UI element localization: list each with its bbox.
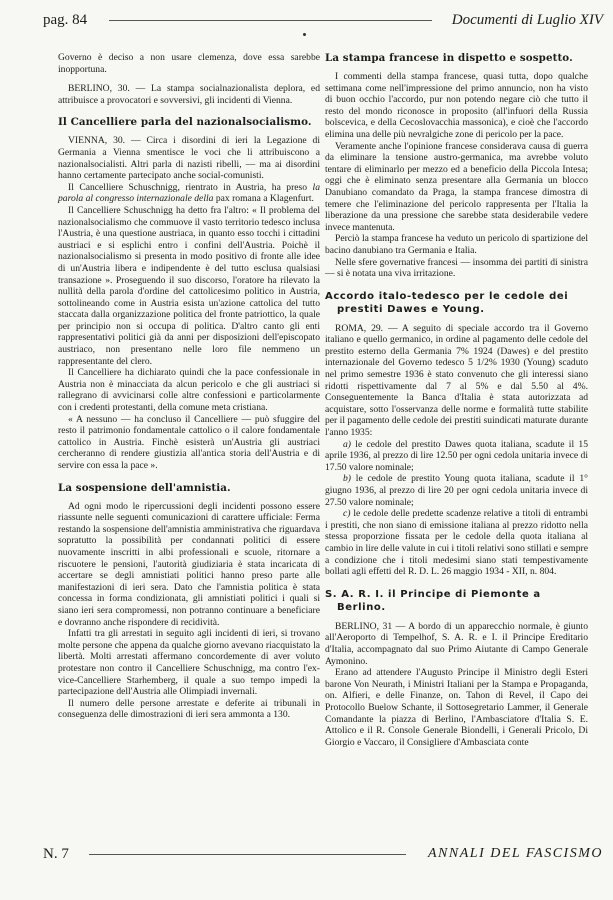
page-header: [43, 10, 603, 30]
text-run: Il Cancelliere Schuschnigg, rientrato in Austria, ha preso: [68, 181, 313, 193]
page-footer: [43, 844, 603, 864]
section-heading: Accordo italo-tedesco per le cedole dei prestiti Dawes e Young.: [325, 290, 569, 315]
text-run: le cedole de prestito Young quota italiana, scadute il 1° giugno 1936, al prezzo di lire 20 per ogni cedola unitaria invece di 27.50 valore nominale;: [325, 473, 588, 508]
list-marker: b): [343, 473, 351, 485]
list-item: [325, 439, 588, 474]
right-column: [325, 52, 588, 748]
paragraph: Governo è deciso a non usare clemenza, dove essa sarebbe inopportuna.: [58, 52, 320, 75]
ink-speck: [303, 33, 306, 36]
running-title: Documenti di Luglio XIV: [451, 11, 603, 28]
paragraph: [58, 182, 320, 205]
header-rule: [109, 20, 432, 21]
paragraph: Il Cancelliere Schuschnigg ha detto fra l'altro: « Il problema del nazionalsocialismo che commuove il vasto territorio tedesco inclusa l'Austria, è una questione austriaca, in quanto esso tocchi i cittadini austriaci e si esplichi entro i confini dell'Austria. Poichè il nazionalsocialismo si presenta in modo positivo di fronte alle idee di un'Austria libera e indipendente è del tutto esclusa qualsiasi transazione ». Proseguendo il suo discorso, l'oratore ha rilevato la nullità della parola d'ordine del cattolicesimo politico in Austria, sottolineando come in Austria esista un'azione cattolica del tutto staccata dalla organizzazione politica del fronte patriottico, la quale per principio non si occupa di politica. D'altro canto gli enti rappresentativi politici già da anni per disposizioni dell'episcopato austriaco, non presentano nelle loro file nemmeno un rappresentante del clero.: [58, 204, 320, 367]
section-heading: S. A. R. I. il Principe di Piemonte a Berlino.: [325, 588, 541, 613]
paragraph: Infatti tra gli arrestati in seguito agli incidenti di ieri, si trovano molte persone che appena da qualche giorno avevano riacquistato la libertà. Molti arrestati affermano concordemente di aver voluto protestare non contro il Cancelliere Schuschnigg, ma contro l'ex-vice-Cancelliere Starhemberg, il quale a suo tempo impedì la partecipazione dell'Austria alle Olimpiadi invernali.: [58, 628, 320, 698]
text-run: le cedole delle predette scadenze relative a titoli di entrambi i prestiti, che non siano di emissione italiana al prezzo ridotto nella stessa proporzione fissata per le cedole della quota italiana al cambio in lire delle valute in cui i titoli relativi sono stillati e sempre a condizione che i titoli medesimi siano stati tempestivamente bollati agli effetti del R. D. L. 26 maggio 1934 - XII, n. 804.: [325, 508, 588, 578]
paragraph: Il numero delle persone arrestate e deferite ai tribunali in conseguenza delle dimostrazioni di ieri sera ammonta a 130.: [58, 697, 320, 721]
paragraph: I commenti della stampa francese, quasi tutta, dopo qualche settimana come nell'impressione del primo annuncio, non ha visto di buon occhio l'accordo, pur non potendo negare ciò che tutto il resto del mondo riconosce in proposito (all'infuori della Russia bolscevica, e della Cecoslovacchia massonica), e cioè che l'accordo elimina una delle più nevralgiche zone di pericolo per la pace.: [325, 71, 588, 140]
paragraph: Ad ogni modo le ripercussioni degli incidenti possono essere riassunte nelle seguenti comunicazioni di carattere ufficiale: Ferma restando la sospensione dell'amnistia amministrativa che riguardava sopratutto la possibilità per condannati politici di essere nuovamente inscritti in albi professionali e scuole, ritornare a riscuotere le pensioni, l'autorità giudiziaria è stata incaricata di accertare se degli amnistiati politici hanno preso parte alle manifestazioni di ieri sera. Dato che l'amnistia politica è stata concessa in forma condizionata, gli amnistiati politici i quali si siano ieri sera compromessi, non potranno continuare a beneficiare e dovranno anche rispondere di recidività.: [58, 500, 320, 628]
section-heading: Il Cancelliere parla del nazionalsocialismo.: [58, 116, 312, 129]
text-run: pax romana a Klagenfurt.: [213, 193, 314, 205]
paragraph: Erano ad attendere l'Augusto Principe il Ministro degli Esteri barone Von Neurath, i Ministri Italiani per la Stampa e Propaganda, on. Alfieri, e delle Finanze, on. Tahon di Revel, il Capo dei Protocollo Buelow Schante, il Sottosegretario Lammer, il Generale Comandante la piazza di Berlino, l'Ambasciatore d'Italia S. E. Attolico e il R. Console Generale Biondelli, i Generali Pricolo, Di Giorgio e Vaccaro, il Consigliere d'Ambasciata conte: [325, 667, 588, 748]
section-heading: La sospensione dell'amnistia.: [58, 481, 231, 494]
text-run: le cedole del prestito Dawes quota italiana, scadute il 15 aprile 1936, al prezzo di lire 12.50 per ogni cedola unitaria invece di 17.50 valore nominale;: [325, 438, 588, 473]
left-column: [58, 52, 320, 721]
list-item: [325, 508, 588, 578]
paragraph: BERLINO, 31 — A bordo di un apparecchio normale, è giunto all'Aeroporto di Tempelhof, S. A. R. e I. il Principe Ereditario d'Italia, accompagnato dal suo Primo Aiutante di Campo Generale Aymonino.: [325, 620, 588, 667]
page-number: pag. 84: [43, 11, 88, 28]
list-marker: a): [343, 438, 351, 450]
section-heading: La stampa francese in dispetto e sospetto.: [325, 52, 573, 64]
paragraph: BERLINO, 30. — La stampa socialnazionalista deplora, ed attribuisce a provocatori e sovversivi, gli incidenti di Vienna.: [58, 83, 320, 106]
paragraph: « A nessuno — ha concluso il Cancelliere — può sfuggire del resto il patrimonio fondamentale cattolico o il calore fondamentale cattolico in Austria. Finchè esisterà un'Austria gli austriaci cercheranno di rendere giustizia all'antica storia dell'Austria e di servire con essa la pace ».: [58, 413, 320, 471]
paragraph: Il Cancelliere ha dichiarato quindi che la pace confessionale in Austria non è minacciata da alcun pericolo e che gli austriaci si rallegrano di avvicinarsi colle altre confessioni e particolarmente con i credenti protestanti, della comune meta cristiana.: [58, 367, 320, 414]
paragraph: VIENNA, 30. — Circa i disordini di ieri la Legazione di Germania a Vienna smentisce le voci che li attribuiscono a nazionalsocialisti. Altri parla di nazisti ribelli, — ma ai disordini hanno certamente partecipato anche social-comunisti.: [58, 135, 320, 182]
issue-number: N. 7: [43, 845, 69, 862]
paragraph: Veramente anche l'opinione francese considerava causa di guerra da eliminare la tensione austro-germanica, ma avrebbe voluto tentare di eliminarlo per mezzo ed a beneficio della Piccola Intesa; oggi che è eliminato senza presentare alla Germania un blocco Danubiano comandato da Praga, la stampa francese dimostra di temere che l'eliminazione del pericolo rappresenta per l'Italia la liberazione da una pressione che sarebbe stata desiderabile vedere invece mantenuta.: [325, 140, 588, 233]
paragraph: ROMA, 29. — A seguito di speciale accordo tra il Governo italiano e quello germanico, in ordine al pagamento delle cedole del prestito esterno della Germania 7% 1924 (Dawes) e del prestito internazionale del Governo tedesco 5 1/2% 1930 (Young) scaduto nel primo semestre 1936 è stato convenuto che gli interessi siano ridotti rispettivamente dal 7 al 5% e dal 5.50 al 4%. Conseguentemente la Banca d'Italia è stata autorizzata ad acquistare, sotto l'osservanza delle norme e formalità tutte stabilite per il pagamento delle cedole dei prestiti suindicati maturate durante l'anno 1935:: [325, 322, 588, 439]
publication-title: ANNALI DEL FASCISMO: [428, 846, 603, 861]
italic-text-run: la parola al congresso internazionale della: [58, 181, 320, 205]
list-marker: c): [343, 508, 351, 520]
paragraph: Perciò la stampa francese ha veduto un pericolo di spartizione del bacino danubiano tra Germania e Italia.: [325, 233, 588, 256]
footer-rule: [89, 854, 406, 855]
paragraph: Nelle sfere governative francesi — insomma dei partiti di sinistra — si è notata una viva irritazione.: [325, 256, 588, 280]
list-item: [325, 473, 588, 508]
